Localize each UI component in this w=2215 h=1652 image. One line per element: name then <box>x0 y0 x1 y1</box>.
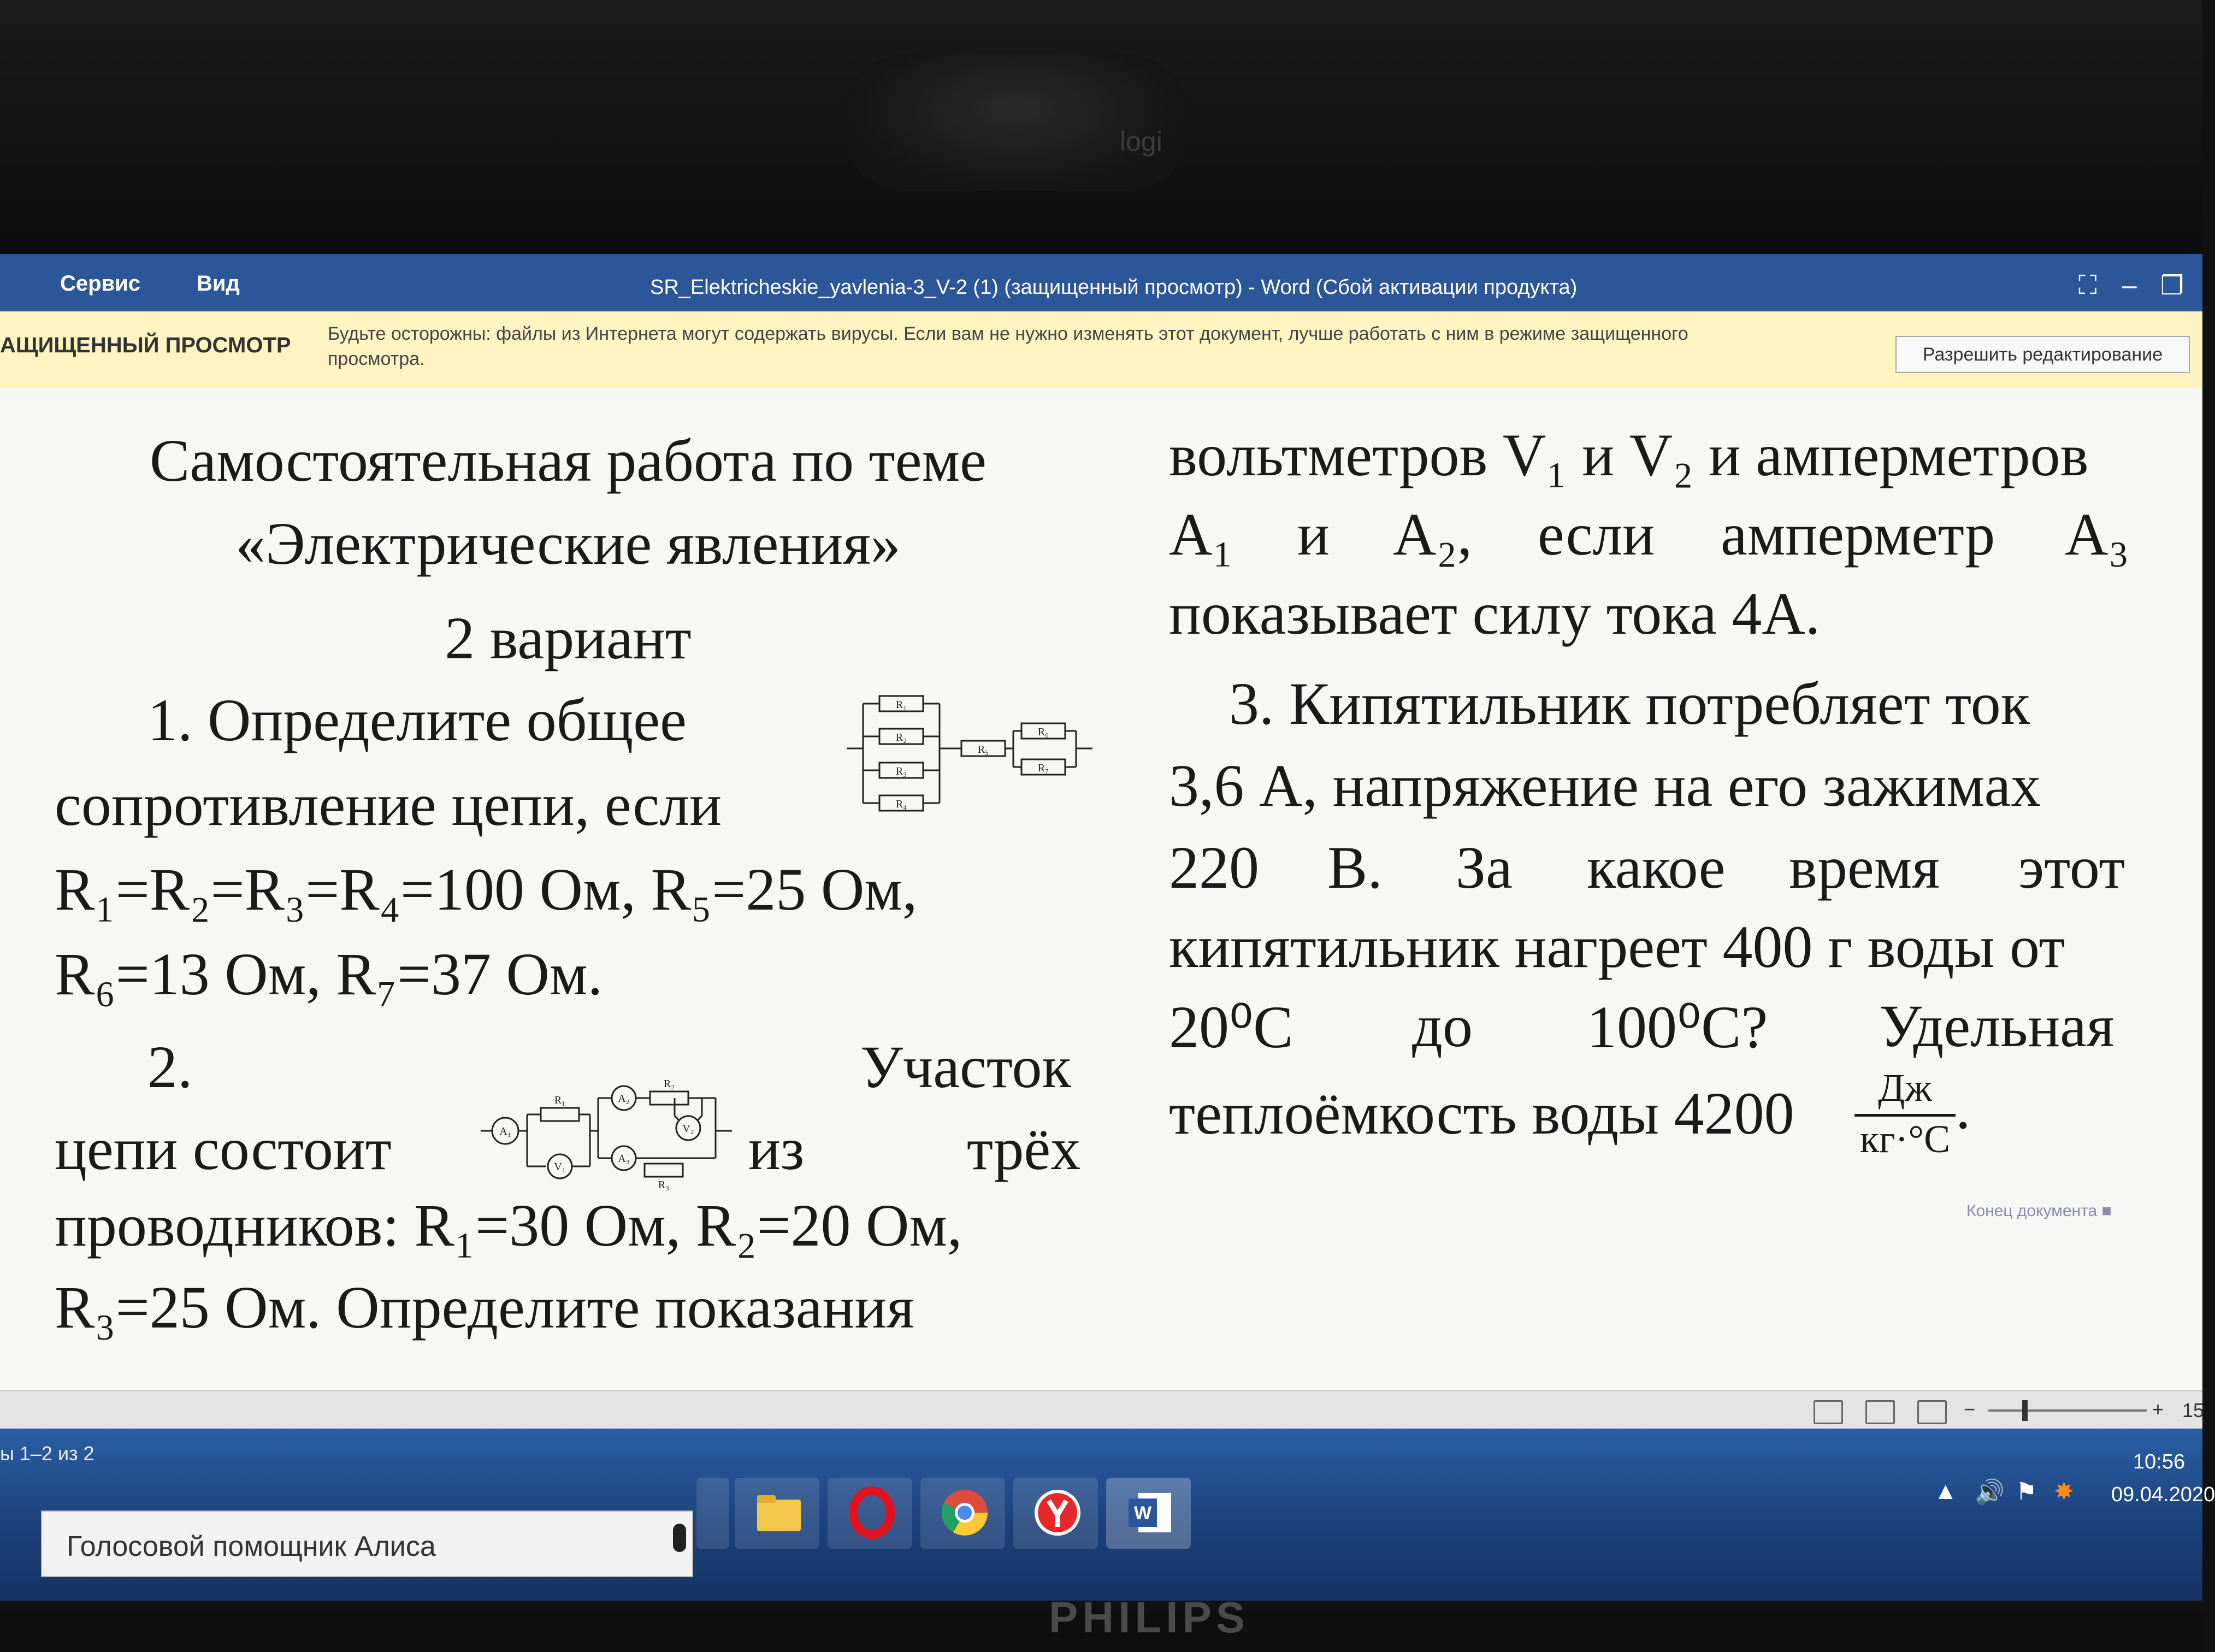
s2-label-r1: R₁ <box>554 1094 566 1106</box>
taskbar <box>0 1429 2215 1601</box>
menu-view[interactable]: Вид <box>197 272 240 296</box>
taskbar-chrome[interactable] <box>920 1478 1005 1549</box>
web-layout-icon[interactable] <box>1917 1400 1947 1424</box>
protected-view-label: АЩИЩЕННЫЙ ПРОСМОТР <box>0 333 291 357</box>
taskbar-yandex[interactable] <box>1013 1478 1098 1549</box>
q2-line6-if: если <box>1538 501 1655 568</box>
title-bar <box>0 254 2202 311</box>
svg-text:W: W <box>1133 1503 1152 1524</box>
print-layout-icon[interactable] <box>1865 1400 1895 1424</box>
q3-line5-100: 100⁰С? <box>1587 994 1768 1060</box>
s1-label-r3: R₃ <box>895 765 907 777</box>
s1-label-r7: R₇ <box>1037 762 1049 774</box>
avast-icon[interactable]: ✸ <box>2054 1478 2074 1505</box>
document-page <box>0 388 2205 1459</box>
q1-line3: R₁=R₂=R₃=R₄=100 Ом, R₅=25 Ом, <box>55 856 918 923</box>
clock-date[interactable]: 09.04.2020 <box>2111 1483 2215 1506</box>
task-view-icon[interactable] <box>696 1478 729 1549</box>
webcam <box>841 55 1191 191</box>
clock-time[interactable]: 10:56 <box>2133 1450 2186 1473</box>
enable-editing-button[interactable]: Разрешить редактирование <box>1895 336 2190 373</box>
q2-line6-and: и <box>1297 501 1330 568</box>
fraction-numerator: Дж <box>1878 1066 1932 1110</box>
folder-icon <box>754 1488 804 1538</box>
q3-line1: 3. Кипятильник потребляет ток <box>1229 670 2030 737</box>
page-count: ы 1–2 из 2 <box>0 1442 94 1465</box>
q1-line1: 1. Определите общее <box>147 687 687 753</box>
s2-label-v2: V₂ <box>682 1123 694 1135</box>
q2-line6-a1: A₁ <box>1169 501 1233 568</box>
q2-line5: вольтметров V₁ и V₂ и амперметров <box>1169 422 2089 488</box>
webcam-logo: logi <box>1120 126 1162 157</box>
s1-label-r5: R₅ <box>977 744 989 756</box>
monitor-brand-logo: PHILIPS <box>1049 1593 1250 1642</box>
q3-line6: теплоёмкость воды 4200 <box>1169 1080 1794 1147</box>
restore-icon[interactable]: ❐ <box>2160 272 2184 300</box>
protected-view-message: Будьте осторожны: файлы из Интернета могут содержать вирусы. Если вам не нужно изменять этот документ, лучше работать с ним в режиме защищенного просмотра. <box>328 323 1688 369</box>
q2-number: 2. <box>147 1034 193 1100</box>
circuit-diagram-1 <box>847 694 1092 819</box>
doc-title-line2: «Электрические явления» <box>235 510 901 577</box>
q3-line5-do: до <box>1412 993 1473 1059</box>
q2-word-uchastok: Участок <box>860 1034 1071 1100</box>
menu-service[interactable]: Сервис <box>60 272 140 296</box>
circuit-diagram-2 <box>481 1076 732 1207</box>
protected-view-bar <box>0 311 2202 389</box>
window-title: SR_Elektricheskie_yavlenia-3_V-2 (1) (защищенный просмотр) - Word (Сбой активации продукта) <box>650 276 1578 299</box>
taskbar-word[interactable] <box>1106 1478 1191 1549</box>
q3-line3-kakoe: какое <box>1587 834 1726 901</box>
fraction-dot: . <box>1956 1075 1971 1141</box>
zoom-in-button[interactable]: + <box>2152 1398 2164 1420</box>
search-box[interactable] <box>41 1511 693 1577</box>
show-hidden-icons-icon[interactable]: ▲ <box>1934 1478 1958 1504</box>
q2-line4: R₃=25 Ом. Определите показания <box>55 1274 914 1341</box>
q2-word-trekh: трёх <box>967 1116 1081 1182</box>
s2-label-a2: A₂ <box>618 1093 630 1105</box>
q2-word-iz: из <box>748 1116 805 1182</box>
q3-line5-20: 20⁰С <box>1169 994 1293 1060</box>
q3-line3-220: 220 <box>1169 834 1259 901</box>
s1-label-r4: R₄ <box>895 798 907 810</box>
s2-label-a3: A₃ <box>618 1153 630 1165</box>
q2-line6-a2: A₂, <box>1393 501 1473 568</box>
zoom-out-button[interactable]: − <box>1964 1398 1976 1420</box>
unit-fraction <box>1854 1065 1956 1162</box>
q2-word-tsepi: цепи состоит <box>55 1116 392 1182</box>
status-bar <box>0 1390 2205 1430</box>
s2-label-r3: R₃ <box>658 1179 670 1191</box>
search-box-text: Голосовой помощник Алиса <box>67 1531 436 1562</box>
q2-line6-a3: A₃ <box>2065 501 2129 568</box>
zoom-slider[interactable] <box>1988 1409 2147 1412</box>
q3-line2: 3,6 А, напряжение на его зажимах <box>1169 752 2041 819</box>
yandex-browser-icon <box>1032 1488 1083 1538</box>
q3-line3-etot: этот <box>2018 834 2125 901</box>
word-icon <box>1125 1488 1176 1538</box>
s1-label-r1: R₁ <box>895 699 907 711</box>
s2-label-r2: R₂ <box>663 1078 675 1090</box>
action-center-flag-icon[interactable]: ⚑ <box>2016 1478 2037 1505</box>
q3-line4: кипятильник нагреет 400 г воды от <box>1169 913 2065 980</box>
q3-line5-udelnaya: Удельная <box>1879 993 2114 1059</box>
screen <box>0 254 2215 1601</box>
q1-line4: R₆=13 Ом, R₇=37 Ом. <box>55 941 603 1007</box>
s2-label-a1: A₁ <box>499 1125 511 1137</box>
read-mode-icon[interactable] <box>1814 1400 1843 1424</box>
q2-line3: проводников: R₁=30 Ом, R₂=20 Ом, <box>55 1192 962 1259</box>
taskbar-opera[interactable] <box>828 1478 912 1549</box>
s1-label-r2: R₂ <box>895 731 907 744</box>
minimize-icon[interactable]: – <box>2122 271 2137 300</box>
doc-variant: 2 вариант <box>445 605 692 671</box>
q2-line7: показывает силу тока 4А. <box>1169 580 1821 647</box>
zoom-level: 15 <box>2182 1399 2205 1421</box>
zoom-slider-thumb[interactable] <box>2022 1400 2028 1421</box>
volume-icon[interactable]: 🔊 <box>1975 1479 2005 1506</box>
q3-line3-v: В. <box>1327 834 1383 901</box>
q3-line3-vremya: время <box>1789 834 1940 901</box>
chrome-icon <box>940 1488 990 1538</box>
opera-icon <box>847 1488 897 1538</box>
taskbar-explorer[interactable] <box>735 1478 819 1549</box>
fraction-denominator: кг·°С <box>1859 1117 1951 1161</box>
fullscreen-icon[interactable]: ⛶ <box>2078 271 2097 300</box>
microphone-icon[interactable] <box>673 1524 686 1552</box>
end-of-document: Конец документа ■ <box>1966 1202 2112 1220</box>
q3-line3-za: За <box>1456 834 1513 901</box>
s2-label-v1: V₁ <box>554 1161 566 1173</box>
q1-line2: сопротивление цепи, если <box>55 771 722 838</box>
end-of-document-label: Конец документа <box>1966 1202 2098 1220</box>
doc-title-line1: Самостоятельная работа по теме <box>150 427 987 494</box>
s1-label-r6: R₆ <box>1037 726 1049 738</box>
q2-line6-ammeter: амперметр <box>1721 501 1995 568</box>
